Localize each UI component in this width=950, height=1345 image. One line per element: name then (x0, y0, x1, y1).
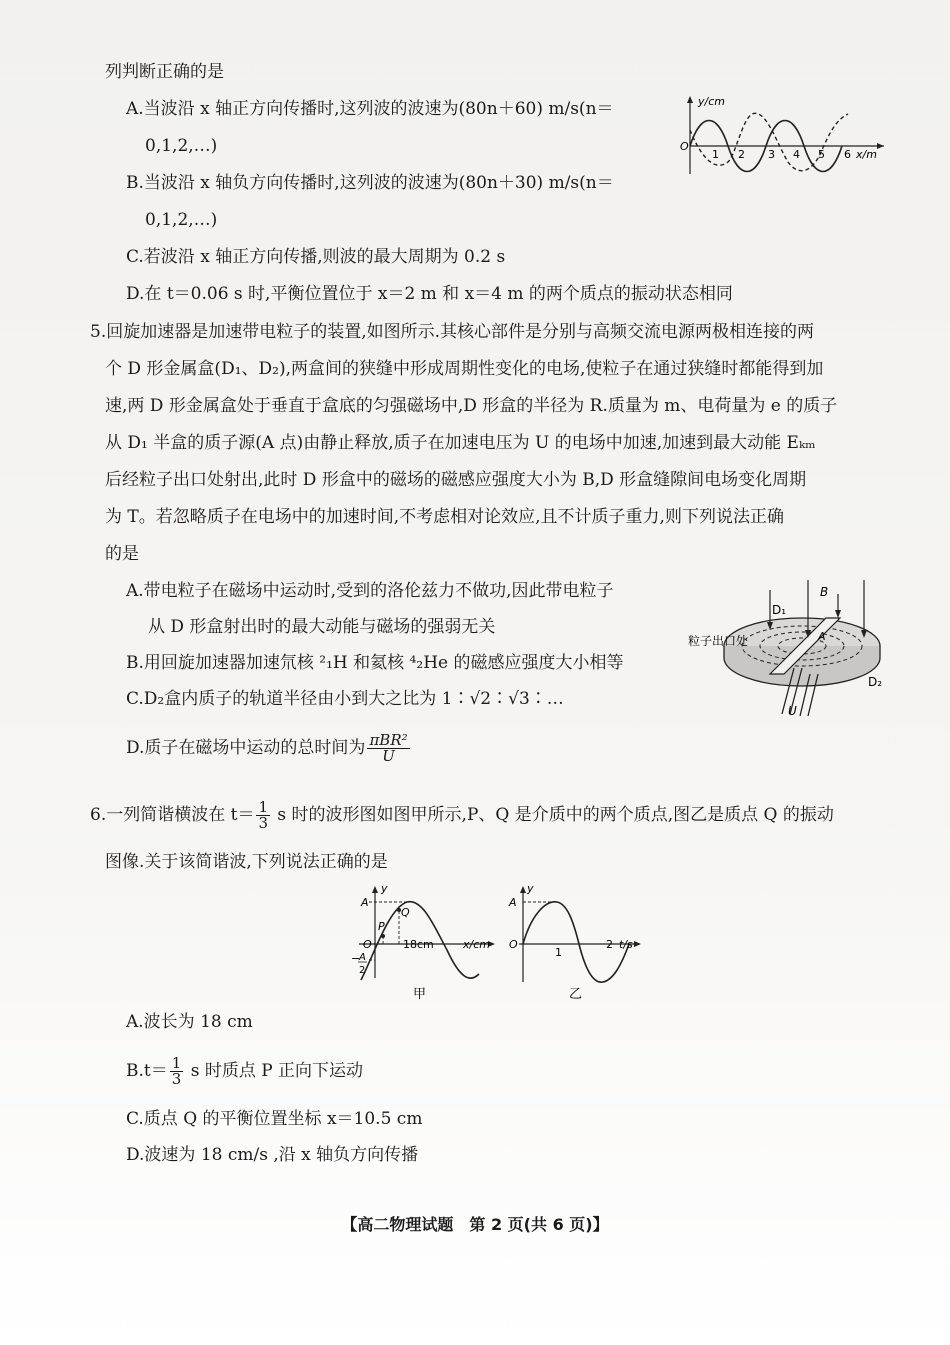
q6-option-d: D.波速为 18 cm/s ,沿 x 轴负方向传播 (126, 1145, 419, 1165)
q5-option-d-denominator: U (382, 747, 395, 765)
q5-stem-line-5: 后经粒子出口处射出,此时 D 形盒中的磁场的磁感应强度大小为 B,D 形盒缝隙间电场变化周期 (105, 470, 807, 490)
q6-stem-denominator: 3 (258, 814, 269, 832)
jia-y-label: y (381, 882, 388, 895)
cyclotron-label-d1: D₁ (772, 603, 787, 617)
q6-option-b-numerator: 1 (171, 1054, 182, 1072)
q4-option-c: C.若波沿 x 轴正方向传播,则波的最大周期为 0.2 s (126, 247, 506, 267)
q4-graph-tick: 5 (818, 148, 825, 161)
q4-option-a: A.当波沿 x 轴正方向传播时,这列波的波速为(80n＋60) m/s(n＝ (126, 99, 614, 119)
q6-stem-line-1 (90, 800, 834, 831)
q4-graph-tick: 2 (738, 148, 745, 161)
q4-graph-tick: 4 (793, 148, 800, 161)
yi-tick-1: 1 (555, 946, 562, 959)
q6-option-b-prefix: B.t＝ (126, 1061, 168, 1081)
q5-option-c: C.D₂盒内质子的轨道半径由小到大之比为 1∶√2∶√3∶… (126, 689, 564, 709)
q6-option-b-denominator: 3 (171, 1070, 182, 1088)
q6-figure-yi (505, 880, 645, 1010)
q6-option-b-fraction (170, 1056, 184, 1087)
q4-graph-tick: 3 (768, 148, 775, 161)
jia-caption: 甲 (413, 987, 427, 1002)
yi-t-label: t/s (619, 938, 633, 951)
page-footer: 【高二物理试题 第 2 页(共 6 页)】 (341, 1215, 609, 1234)
q4-option-d: D.在 t＝0.06 s 时,平衡位置位于 x＝2 m 和 x＝4 m 的两个质点的振动状态相同 (126, 284, 733, 304)
q5-stem-line-3: 速,两 D 形金属盒处于垂直于盒底的匀强磁场中,D 形盒的半径为 R.质量为 m、电荷量为 e 的质子 (105, 396, 838, 416)
cyclotron-label-b: B (820, 585, 829, 599)
yi-amplitude-label: A (509, 896, 517, 909)
q4-graph-tick: 6 (844, 148, 851, 161)
q6-stem-suffix: s 时的波形图如图甲所示,P、Q 是介质中的两个质点,图乙是质点 Q 的振动 (277, 805, 834, 825)
q4-option-b: B.当波沿 x 轴负方向传播时,这列波的波速为(80n＋30) m/s(n＝ (126, 173, 614, 193)
cyclotron-label-u: U (788, 704, 797, 718)
q5-stem-line-7: 的是 (105, 544, 139, 564)
q4-wave-graph (676, 90, 896, 180)
q5-stem-line-1: 5.回旋加速器是加速带电粒子的装置,如图所示.其核心部件是分别与高频交流电源两极相连接的两 (90, 322, 815, 342)
q4-graph-y-label: y/cm (698, 95, 725, 108)
jia-x-label: x/cm (463, 938, 490, 951)
q6-option-b-suffix: s 时质点 P 正向下运动 (190, 1061, 364, 1081)
q5-option-d-numerator: πBR² (369, 731, 408, 749)
q5-option-a: A.带电粒子在磁场中运动时,受到的洛伦兹力不做功,因此带电粒子 (126, 581, 614, 601)
q6-stem-numerator: 1 (258, 798, 269, 816)
q5-option-d-prefix: D.质子在磁场中运动的总时间为 (126, 738, 366, 758)
jia-origin-label: O (363, 938, 372, 951)
cyclotron-label-a: A (818, 630, 826, 643)
jia-neg-amp-den: 2 (359, 965, 366, 976)
jia-amplitude-label: A (361, 896, 369, 909)
q5-stem-line-6: 为 T。若忽略质子在电场中的加速时间,不考虑相对论效应,且不计质子重力,则下列说法正确 (105, 507, 784, 527)
yi-y-label: y (527, 882, 534, 895)
q6-stem-prefix: 6.一列简谐横波在 t＝ (90, 805, 255, 825)
q4-graph-origin: O (680, 140, 689, 153)
q4-stem-end: 列判断正确的是 (105, 62, 224, 82)
q4-option-a-cont: 0,1,2,…) (145, 136, 218, 156)
yi-caption: 乙 (569, 987, 583, 1002)
yi-origin-label: O (509, 938, 518, 951)
q5-stem-line-4: 从 D₁ 半盒的质子源(A 点)由静止释放,质子在加速电压为 U 的电场中加速,加速到最大动能 Eₖₘ (105, 433, 816, 453)
q6-option-a: A.波长为 18 cm (126, 1012, 253, 1032)
q6-option-c: C.质点 Q 的平衡位置坐标 x＝10.5 cm (126, 1109, 423, 1129)
yi-tick-2: 2 (606, 938, 613, 951)
q6-stem-fraction (256, 800, 270, 831)
q6-option-b (126, 1056, 363, 1087)
jia-neg-amp-num: A (359, 952, 366, 963)
q5-stem-line-2: 个 D 形金属盒(D₁、D₂),两盒间的狭缝中形成周期性变化的电场,使粒子在通过狭缝时都能得到加 (105, 359, 824, 379)
jia-negative-sign: − (351, 952, 361, 965)
q5-option-d (126, 733, 412, 764)
q6-figure-jia (345, 880, 505, 1010)
jia-p-label: P (378, 920, 385, 933)
cyclotron-diagram (686, 574, 896, 724)
q4-graph-tick: 1 (712, 148, 719, 161)
cyclotron-label-exit: 粒子出口处 (688, 634, 749, 648)
q4-option-b-cont: 0,1,2,…) (145, 210, 218, 230)
jia-distance-label: 18cm (403, 938, 434, 951)
q4-graph-x-label: x/m (856, 148, 877, 161)
q5-option-b: B.用回旋加速器加速氘核 ²₁H 和氦核 ⁴₂He 的磁感应强度大小相等 (126, 653, 624, 673)
cyclotron-label-d2: D₂ (868, 675, 883, 689)
q5-option-a-cont: 从 D 形盒射出时的最大动能与磁场的强弱无关 (148, 617, 496, 637)
jia-q-label: Q (401, 906, 410, 919)
q6-stem-line-2: 图像.关于该简谐波,下列说法正确的是 (105, 852, 388, 872)
q5-option-d-fraction (367, 733, 409, 764)
